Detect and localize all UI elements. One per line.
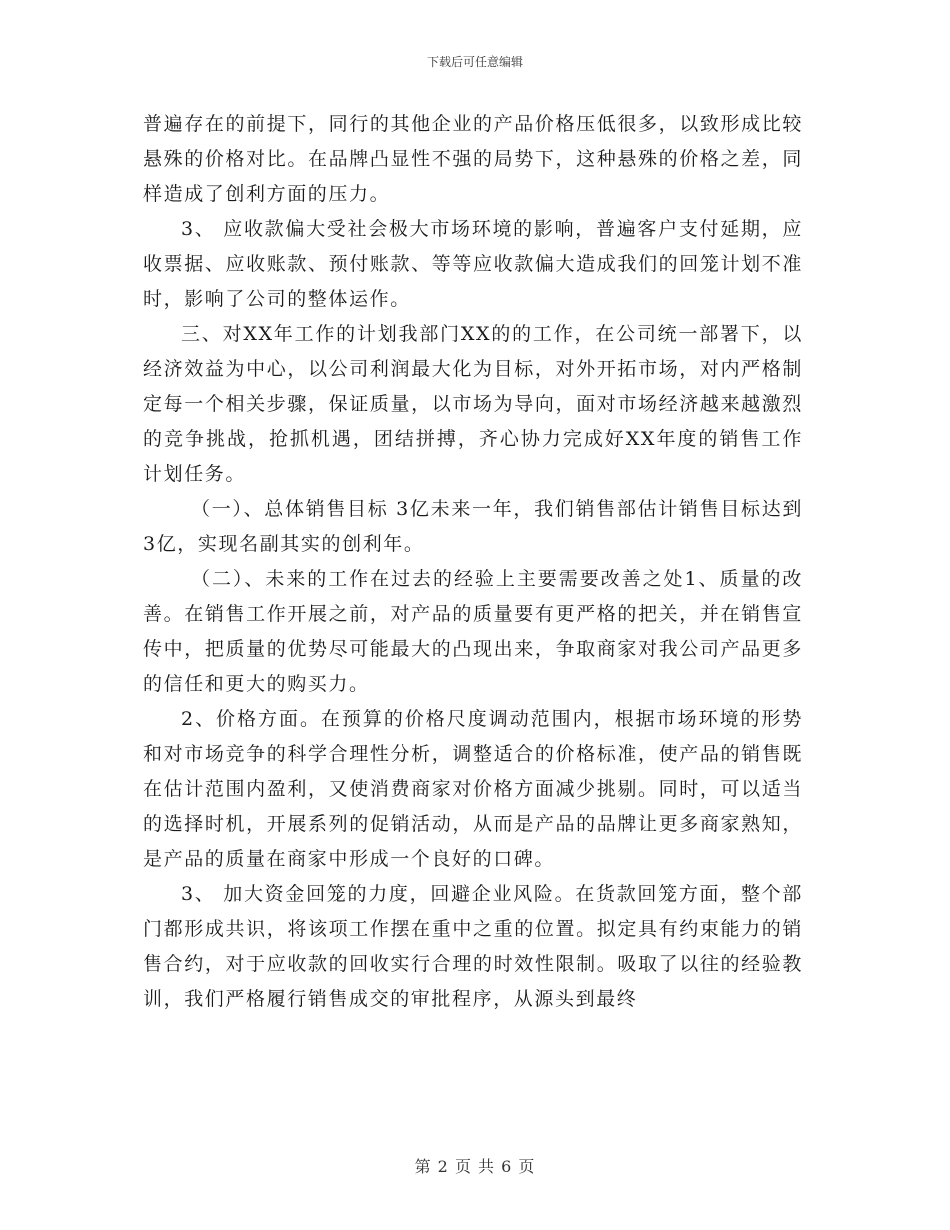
paragraph-1: 普遍存在的前提下，同行的其他企业的产品价格压低很多，以致形成比较悬殊的价格对比。在品牌凸显性不强的局势下，这种悬殊的价格之差，同样造成了创利方面的压力。 xyxy=(143,113,803,205)
paragraph-7: 3、 加大资金回笼的力度，回避企业风险。在货款回笼方面，整个部门都形成共识，将该项工作摆在重中之重的位置。拟定具有约束能力的销售合约，对于应收款的回收实行合理的时效性限制。吸取了以往的经验教训，我们严格履行销售成交的审批程序，从源头到最终 xyxy=(143,883,803,1010)
paragraph-6: 2、价格方面。在预算的价格尺度调动范围内，根据市场环境的形势和对市场竞争的科学合理性分析，调整适合的价格标准，使产品的销售既在估计范围内盈利，又使消费商家对价格方面减少挑剔。同时，可以适当的选择时机，开展系列的促销活动，从而是产品的品牌让更多商家熟知，是产品的质量在商家中形成一个良好的口碑。 xyxy=(143,708,803,870)
page-footer: 第 2 页 共 6 页 xyxy=(414,1157,536,1176)
paragraph-5: （二）、未来的工作在过去的经验上主要需要改善之处1、质量的改善。在销售工作开展之前，对产品的质量要有更严格的把关，并在销售宣传中，把质量的优势尽可能最大的凸现出来，争取商家对我公司产品更多的信任和更大的购买力。 xyxy=(143,568,803,695)
paragraph-4: （一）、总体销售目标 3亿未来一年，我们销售部估计销售目标达到3亿，实现名副其实的创利年。 xyxy=(143,498,803,555)
paragraph-2: 3、 应收款偏大受社会极大市场环境的影响，普遍客户支付延期，应收票据、应收账款、预付账款、等等应收款偏大造成我们的回笼计划不准时，影响了公司的整体运作。 xyxy=(143,218,803,310)
paragraph-3: 三、对XX年工作的计划我部门XX的的工作，在公司统一部署下，以经济效益为中心，以公司利润最大化为目标，对外开拓市场，对内严格制定每一个相关步骤，保证质量，以市场为导向，面对市场经济越来越激烈的竞争挑战，抢抓机遇，团结拼搏，齐心协力完成好XX年度的销售工作计划任务。 xyxy=(143,323,803,485)
document-body xyxy=(143,107,803,1017)
page-header: 下载后可任意编辑 xyxy=(426,55,523,69)
